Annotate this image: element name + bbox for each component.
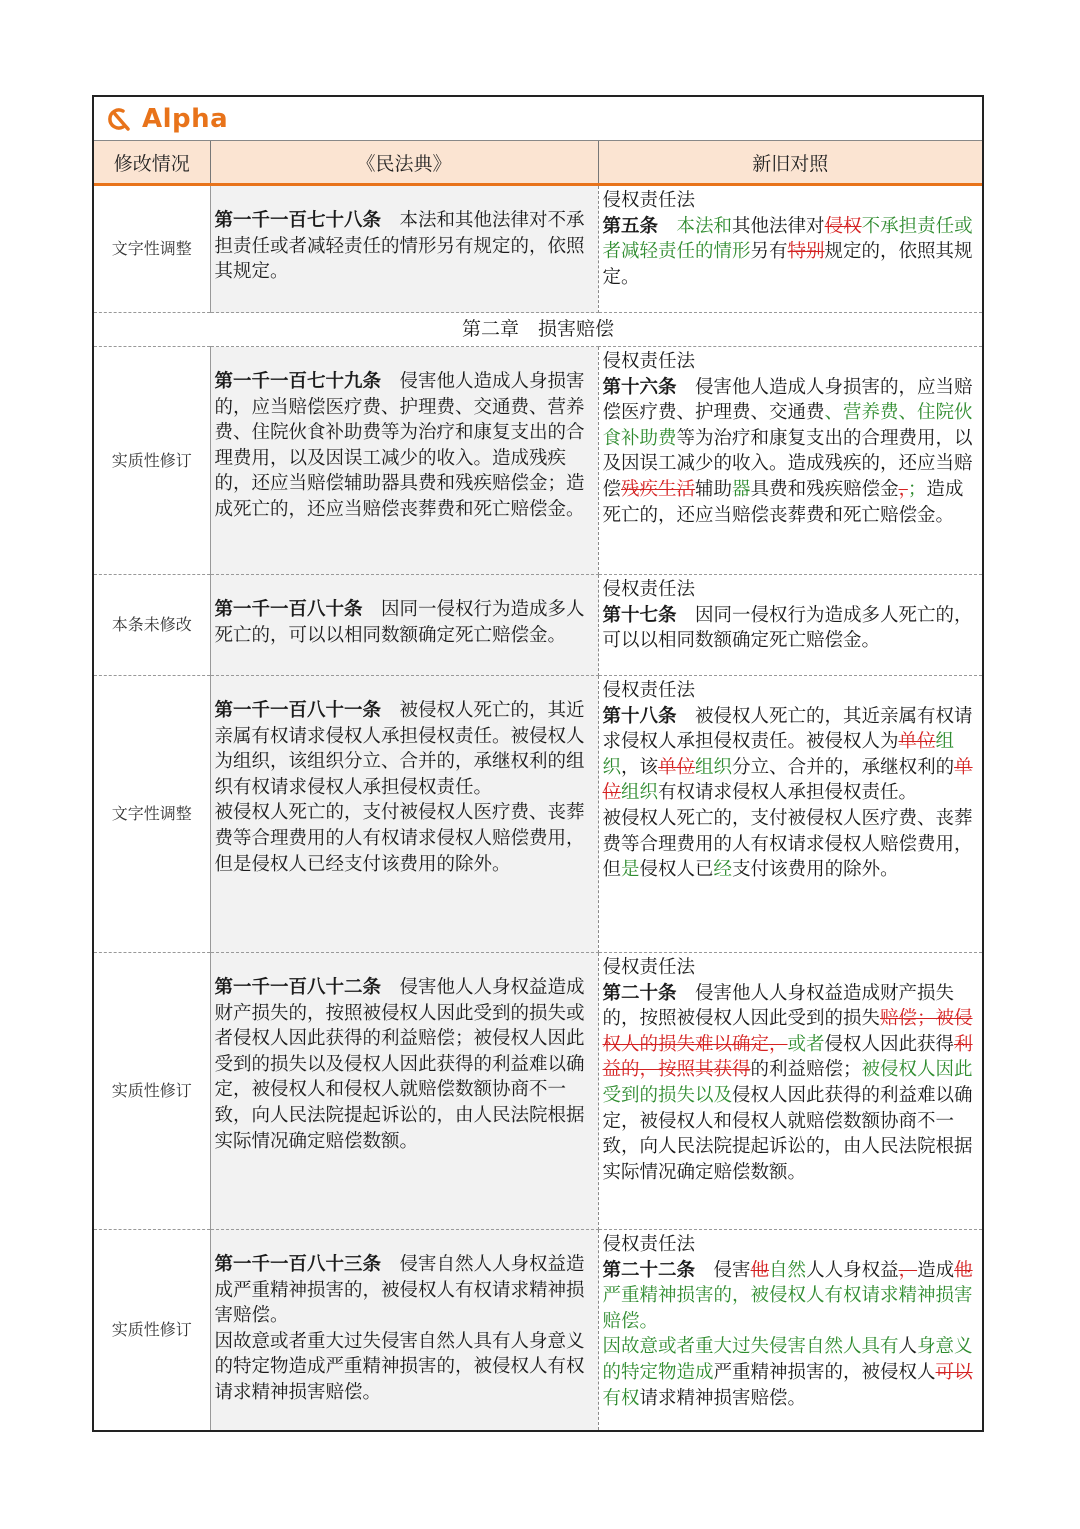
article-text: 侵害自然人人身权益造成严重精神损害的，被侵权人有权请求精神损害赔偿。: [214, 1254, 585, 1327]
deleted-text: 特别: [787, 241, 825, 263]
added-text: 组织: [621, 782, 659, 804]
added-text: 器: [732, 478, 751, 500]
added-text: 自然: [769, 1259, 807, 1281]
article-text: 被侵权人死亡的，其近亲属有权请求侵权人承担侵权责任。被侵权人为: [602, 705, 973, 753]
deleted-text: 赔偿；被侵权人的损失难以确定，: [602, 1008, 973, 1055]
added-text: 不承担责任或者减轻责任的情形: [602, 215, 973, 263]
deleted-text: 单位: [602, 756, 973, 804]
comparison-cell: [598, 953, 982, 1230]
source-law-title: 侵权责任法: [602, 579, 696, 600]
article-number: 第一千一百八十三条: [214, 1254, 382, 1275]
article-text: 等为治疗和康复支出的合理费用，以及因误工减少的收入。造成残疾的，还应当赔偿: [602, 427, 973, 500]
deleted-text: ，: [898, 478, 908, 500]
added-text: 严重精神损害的，被侵权人有权请求精神损害赔偿。: [602, 1285, 973, 1332]
article-text: 请求精神损害赔偿。: [639, 1387, 807, 1409]
table-row: [94, 676, 982, 953]
table-row: [94, 1230, 982, 1430]
brand-bar: [94, 97, 982, 141]
article-paragraph: [215, 698, 594, 800]
article-text: 辅助: [695, 478, 733, 500]
article-paragraph: [215, 975, 594, 1154]
article-number: 第十八条: [602, 705, 677, 727]
article-number: 第一千一百七十八条: [214, 210, 382, 231]
article-text: 侵害他人人身权益造成财产损失的，按照被侵权人因此受到的损失: [602, 982, 955, 1030]
article-text: 被侵权人死亡的，支付被侵权人医疗费、丧葬费等合理费用的人有权请求侵权人赔偿费用，但是侵权人已经支付该费用的除外。: [214, 802, 585, 875]
added-text: 组织: [695, 756, 733, 778]
article-paragraph: [215, 1252, 594, 1329]
status-cell: 文字性调整: [94, 185, 210, 313]
added-text: 组织: [602, 731, 955, 778]
article-text: 造成: [917, 1259, 955, 1281]
article-paragraph: [603, 981, 979, 1186]
source-law-title: 侵权责任法: [602, 680, 696, 701]
article-text: 侵害他人造成人身损害的，应当赔偿医疗费、护理费、交通费、营养费、住院伙食补助费等为治疗和康复支出的合理费用，以及因误工减少的收入。造成残疾的，还应当赔偿辅助器具费和残疾赔偿金；造成死亡的，还应当赔偿丧葬费和死亡赔偿金。: [214, 371, 585, 520]
comparison-cell: [598, 575, 982, 676]
added-text: 因故意或者重大过失侵害自然人具有: [602, 1336, 899, 1358]
article-text: 另有: [750, 241, 788, 263]
comparison-cell: [598, 185, 982, 313]
article-text: 的利益赔偿；: [750, 1059, 862, 1081]
deleted-text: 单位: [658, 756, 696, 778]
article-text: 因故意或者重大过失侵害自然人具有人身意义的特定物造成严重精神损害的，被侵权人有权请求精神损害赔偿。: [214, 1330, 585, 1403]
source-law-title: 侵权责任法: [602, 190, 696, 211]
table-row: [94, 953, 982, 1230]
article-paragraph: [603, 1258, 979, 1335]
article-text: 本法和其他法律对不承担责任或者减轻责任的情形另有规定的，依照其规定。: [214, 210, 585, 283]
article-text: 侵害他人造成人身损害的，应当赔偿医疗费、护理费、交通费: [602, 376, 973, 424]
added-text: 被侵权人因此受到的损失以及: [602, 1059, 973, 1106]
deleted-text: 利益的，按照其获得: [602, 1033, 973, 1081]
alpha-logo-icon: [102, 104, 132, 134]
added-text: ；: [907, 478, 927, 500]
article-text: 侵害他人人身权益造成财产损失的，按照被侵权人因此受到的损失或者侵权人因此获得的利益赔偿；被侵权人因此受到的损失以及侵权人因此获得的利益难以确定，被侵权人和侵权人就赔偿数额协商不一致，向人民法院提起诉讼的，由人民法院根据实际情况确定赔偿数额。: [214, 977, 585, 1152]
deleted-text: 他: [954, 1259, 973, 1281]
article-paragraph: [215, 208, 594, 285]
added-text: 本法和: [676, 215, 733, 237]
added-text: 是: [621, 859, 640, 881]
article-number: 第一千一百八十二条: [214, 977, 382, 998]
article-number: 第一千一百八十一条: [214, 700, 382, 721]
deleted-text: 侵权: [824, 215, 862, 237]
article-text: ，该: [621, 756, 659, 778]
comparison-sheet: [92, 95, 984, 1432]
article-text: 规定的，依照其规定。: [602, 241, 973, 288]
article-text: 侵权人因此获得的利益难以确定，被侵权人和侵权人就赔偿数额协商不一致，向人民法院提起诉讼的，由人民法院根据实际情况确定赔偿数额。: [602, 1084, 973, 1183]
article-paragraph: [215, 369, 594, 523]
comparison-cell: [598, 676, 982, 953]
article-paragraph: [603, 214, 979, 291]
added-text: 、营养费、住院伙食补助费: [602, 402, 973, 449]
civil-code-cell: [210, 1230, 598, 1430]
header-comparison: 新旧对照: [598, 141, 982, 185]
article-number: 第一千一百七十九条: [214, 371, 382, 392]
added-text: 身意义的特定物造成: [602, 1336, 973, 1383]
article-number: 第十七条: [602, 604, 677, 626]
article-text: 人: [898, 1336, 918, 1358]
article-text: 其他法律对: [732, 215, 825, 237]
added-text: 有权: [602, 1387, 640, 1409]
article-paragraph: [603, 1334, 979, 1411]
article-text: 侵权人已: [639, 859, 714, 881]
comparison-table: [94, 141, 982, 1430]
article-text: 被侵权人死亡的，其近亲属有权请求侵权人承担侵权责任。被侵权人为组织，该组织分立、合并的，承继权利的组织有权请求侵权人承担侵权责任。: [214, 700, 585, 798]
comparison-cell: [598, 1230, 982, 1430]
chapter-row: [94, 313, 982, 347]
deleted-text: 单位: [898, 731, 936, 753]
article-paragraph: [603, 375, 979, 529]
article-number: 第五条: [602, 215, 659, 237]
added-text: 经: [713, 859, 733, 881]
civil-code-cell: [210, 575, 598, 676]
article-paragraph: [215, 800, 594, 877]
article-paragraph: [603, 704, 979, 806]
header-civil-code: 《民法典》: [210, 141, 598, 185]
article-text: 造成死亡的，还应当赔偿丧葬费和死亡赔偿金。: [602, 478, 964, 526]
article-paragraph: [215, 597, 594, 648]
source-law-title: 侵权责任法: [602, 957, 696, 978]
article-text: 因同一侵权行为造成多人死亡的，可以以相同数额确定死亡赔偿金。: [602, 604, 973, 652]
source-law-title: 侵权责任法: [602, 351, 696, 372]
comparison-cell: [598, 347, 982, 575]
article-text: 分立、合并的，承继权利的: [732, 756, 955, 778]
deleted-text: ，: [898, 1259, 918, 1281]
chapter-title: 第二章 损害赔偿: [94, 313, 982, 347]
table-row: [94, 347, 982, 575]
status-cell: 实质性修订: [94, 347, 210, 575]
deleted-text: 可以: [935, 1361, 973, 1383]
article-text: 严重精神损害的，被侵权人: [713, 1361, 936, 1383]
header-status: 修改情况: [94, 141, 210, 185]
article-text: 侵害: [695, 1259, 751, 1281]
brand-name: Alpha: [142, 103, 229, 134]
source-law-title: 侵权责任法: [602, 1234, 696, 1255]
article-text: 侵权人因此获得: [824, 1033, 955, 1055]
deleted-text: 他: [750, 1259, 770, 1281]
status-cell: 实质性修订: [94, 1230, 210, 1430]
table-row: [94, 575, 982, 676]
article-number: 第二十二条: [602, 1259, 696, 1281]
article-text: 具费和残疾赔偿金: [750, 478, 899, 500]
civil-code-cell: [210, 185, 598, 313]
article-text: 支付该费用的除外。: [732, 859, 899, 881]
status-cell: 本条未修改: [94, 575, 210, 676]
article-paragraph: [215, 1329, 594, 1406]
civil-code-cell: [210, 676, 598, 953]
civil-code-cell: [210, 953, 598, 1230]
added-text: 或者: [787, 1033, 825, 1055]
article-paragraph: [603, 806, 979, 883]
article-text: [658, 216, 677, 237]
article-text: 因同一侵权行为造成多人死亡的，可以以相同数额确定死亡赔偿金。: [214, 599, 585, 646]
status-cell: 文字性调整: [94, 676, 210, 953]
table-row: [94, 185, 982, 313]
deleted-text: 残疾生活: [621, 478, 696, 500]
status-cell: 实质性修订: [94, 953, 210, 1230]
article-text: 被侵权人死亡的，支付被侵权人医疗费、丧葬费等合理费用的人有权请求侵权人赔偿费用，但: [602, 807, 973, 881]
article-paragraph: [603, 603, 979, 654]
civil-code-cell: [210, 347, 598, 575]
article-text: 人人身权益: [806, 1259, 899, 1281]
article-text: 有权请求侵权人承担侵权责任。: [658, 782, 918, 804]
article-number: 第一千一百八十条: [214, 599, 363, 620]
article-number: 第十六条: [602, 376, 677, 398]
table-header-row: [94, 141, 982, 185]
article-number: 第二十条: [602, 982, 677, 1004]
